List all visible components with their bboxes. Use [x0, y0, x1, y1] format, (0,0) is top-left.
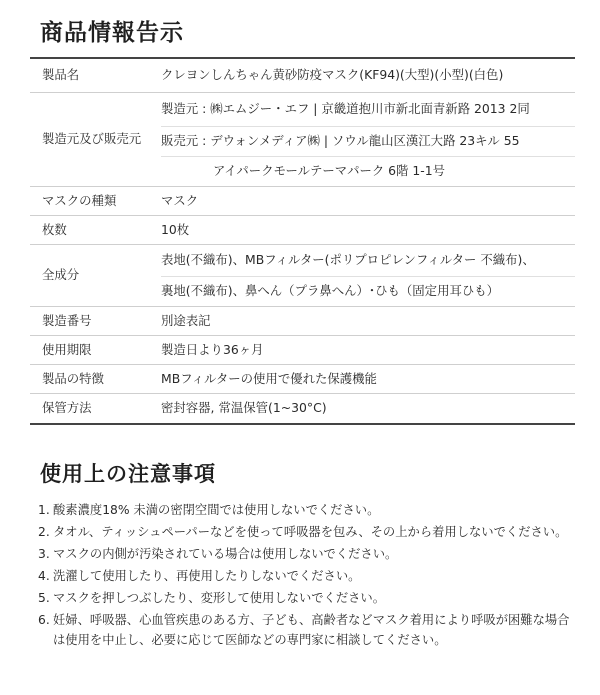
value-line: MBフィルターの使用で優れた保護機能 [161, 370, 377, 386]
item-text: マスクを押しつぶしたり、変形して使用しないでください。 [53, 591, 386, 605]
list-item [38, 544, 578, 564]
row-label: 全成分 [42, 267, 80, 283]
row-value [161, 394, 575, 423]
product-info-table [30, 57, 575, 425]
table-row-ingredients [30, 245, 575, 307]
table-row-count [30, 216, 575, 245]
item-number: 1. [38, 503, 50, 517]
table-row-mask-type [30, 187, 575, 216]
row-label: 枚数 [42, 221, 67, 237]
item-text: マスクの内側が汚染されている場合は使用しないでください。 [53, 547, 398, 561]
table-row-manufacturer [30, 93, 575, 187]
table-row-features [30, 365, 575, 394]
value-line: 表地(不織布)、MBフィルター(ポリプロピレンフィルター 不織布)、 [161, 245, 575, 277]
section-title-product-info: 商品情報告示 [40, 20, 184, 46]
row-label: マスクの種類 [42, 192, 117, 208]
item-text: タオル、ティッシュペーパーなどを使って呼吸器を包み、その上から着用しないでください。 [53, 525, 568, 539]
row-value [161, 245, 575, 306]
item-text: 酸素濃度18% 未満の密閉空間では使用しないでください。 [53, 503, 380, 517]
value-line: 製造元 : ㈱エムジー・エフ | 京畿道抱川市新北面青新路 2013 2同 [161, 93, 575, 127]
row-label: 製品名 [42, 67, 80, 83]
table-row-storage [30, 394, 575, 425]
value-line: クレヨンしんちゃん黄砂防疫マスク(KF94)(大型)(小型)(白色) [161, 67, 504, 83]
row-label: 製造番号 [42, 312, 92, 328]
row-value [161, 93, 575, 186]
value-line: 裏地(不織布)、鼻へん（プラ鼻へん）･ひも（固定用耳ひも） [161, 283, 500, 299]
table-row-expiry [30, 336, 575, 365]
table-row-serial-number [30, 307, 575, 336]
row-value [161, 187, 575, 215]
row-value [161, 307, 575, 335]
table-row-product-name [30, 59, 575, 93]
item-number: 3. [38, 547, 50, 561]
value-line: 販売元 : デウォンメディア㈱ | ソウル龍山区漢江大路 23キル 55 [161, 127, 575, 157]
list-item [38, 588, 578, 608]
value-line: アイパークモールテーマパーク 6階 1-1号 [213, 163, 446, 179]
row-label: 製造元及び販売元 [42, 131, 142, 147]
value-line: 別途表記 [161, 312, 211, 328]
item-number: 6. [38, 613, 50, 627]
row-value [161, 336, 575, 364]
item-number: 4. [38, 569, 50, 583]
item-number: 2. [38, 525, 50, 539]
list-item [38, 522, 578, 542]
item-text: 妊婦、呼吸器、心血管疾患のある方、子ども、高齢者などマスク着用により呼吸が困難な場合は使用を中止し、必要に応じて医師などの専門家に相談してください。 [53, 613, 570, 647]
list-item [38, 610, 578, 650]
value-line: 密封容器, 常温保管(1~30°C) [161, 400, 327, 416]
row-label: 製品の特徴 [42, 370, 104, 386]
value-line: 10枚 [161, 221, 190, 237]
value-line: 製造日より36ヶ月 [161, 341, 264, 357]
value-line: マスク [161, 192, 199, 208]
row-value [161, 59, 575, 92]
usage-notes-list [38, 500, 578, 652]
section-title-usage-notes: 使用上の注意事項 [40, 462, 216, 486]
item-number: 5. [38, 591, 50, 605]
list-item [38, 500, 578, 520]
row-label: 保管方法 [42, 400, 92, 416]
row-value [161, 365, 575, 393]
row-value [161, 216, 575, 244]
row-label: 使用期限 [42, 341, 92, 357]
item-text: 洗濯して使用したり、再使用したりしないでください。 [53, 569, 361, 583]
list-item [38, 566, 578, 586]
